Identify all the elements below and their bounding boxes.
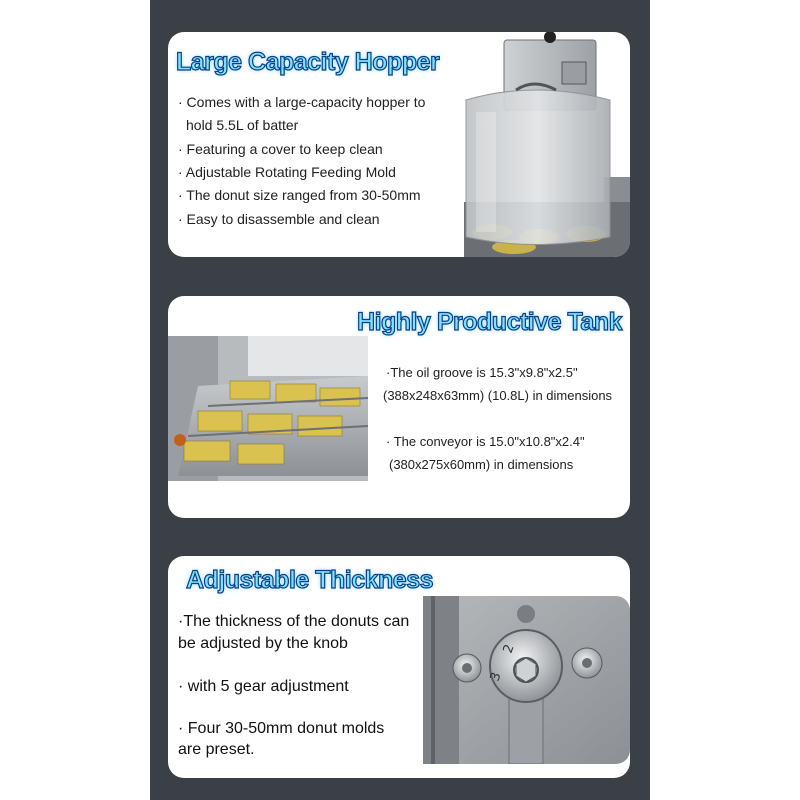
- hopper-bullet: · Easy to disassemble and clean: [178, 211, 380, 227]
- tank-bullet: · The conveyor is 15.0"x10.8"x2.4": [386, 434, 585, 449]
- hopper-bullet: · The donut size ranged from 30-50mm: [178, 187, 421, 203]
- tank-card: [168, 296, 630, 518]
- hopper-bullet: · Comes with a large-capacity hopper to: [178, 94, 426, 110]
- tank-bullet: ·The oil groove is 15.3"x9.8"x2.5": [386, 365, 578, 380]
- thickness-bullet: be adjusted by the knob: [178, 635, 348, 652]
- hopper-card: [168, 32, 630, 257]
- knob-digit: 2: [500, 642, 518, 656]
- hopper-machine-image: [464, 32, 630, 257]
- hopper-bullet: · Adjustable Rotating Feeding Mold: [178, 164, 396, 180]
- tank-bullet: (388x248x63mm) (10.8L) in dimensions: [383, 388, 613, 403]
- thickness-bullet: · with 5 gear adjustment: [178, 678, 349, 695]
- hopper-bullet: hold 5.5L of batter: [186, 117, 299, 133]
- knob-digit: 3: [487, 670, 505, 684]
- thickness-title: Adjustable Thickness: [186, 566, 434, 594]
- thickness-bullet: are preset.: [178, 741, 255, 758]
- thickness-knob-image: [423, 596, 630, 764]
- thickness-bullet: · Four 30-50mm donut molds: [178, 720, 385, 737]
- hopper-bullet: · Featuring a cover to keep clean: [178, 141, 383, 157]
- tank-conveyor-image: [168, 336, 368, 481]
- thickness-bullet: ·The thickness of the donuts can: [178, 613, 410, 630]
- thickness-card: [168, 556, 630, 778]
- hopper-title: Large Capacity Hopper: [176, 48, 440, 76]
- tank-bullet: (380x275x60mm) in dimensions: [389, 457, 574, 472]
- tank-title: Highly Productive Tank: [357, 308, 622, 336]
